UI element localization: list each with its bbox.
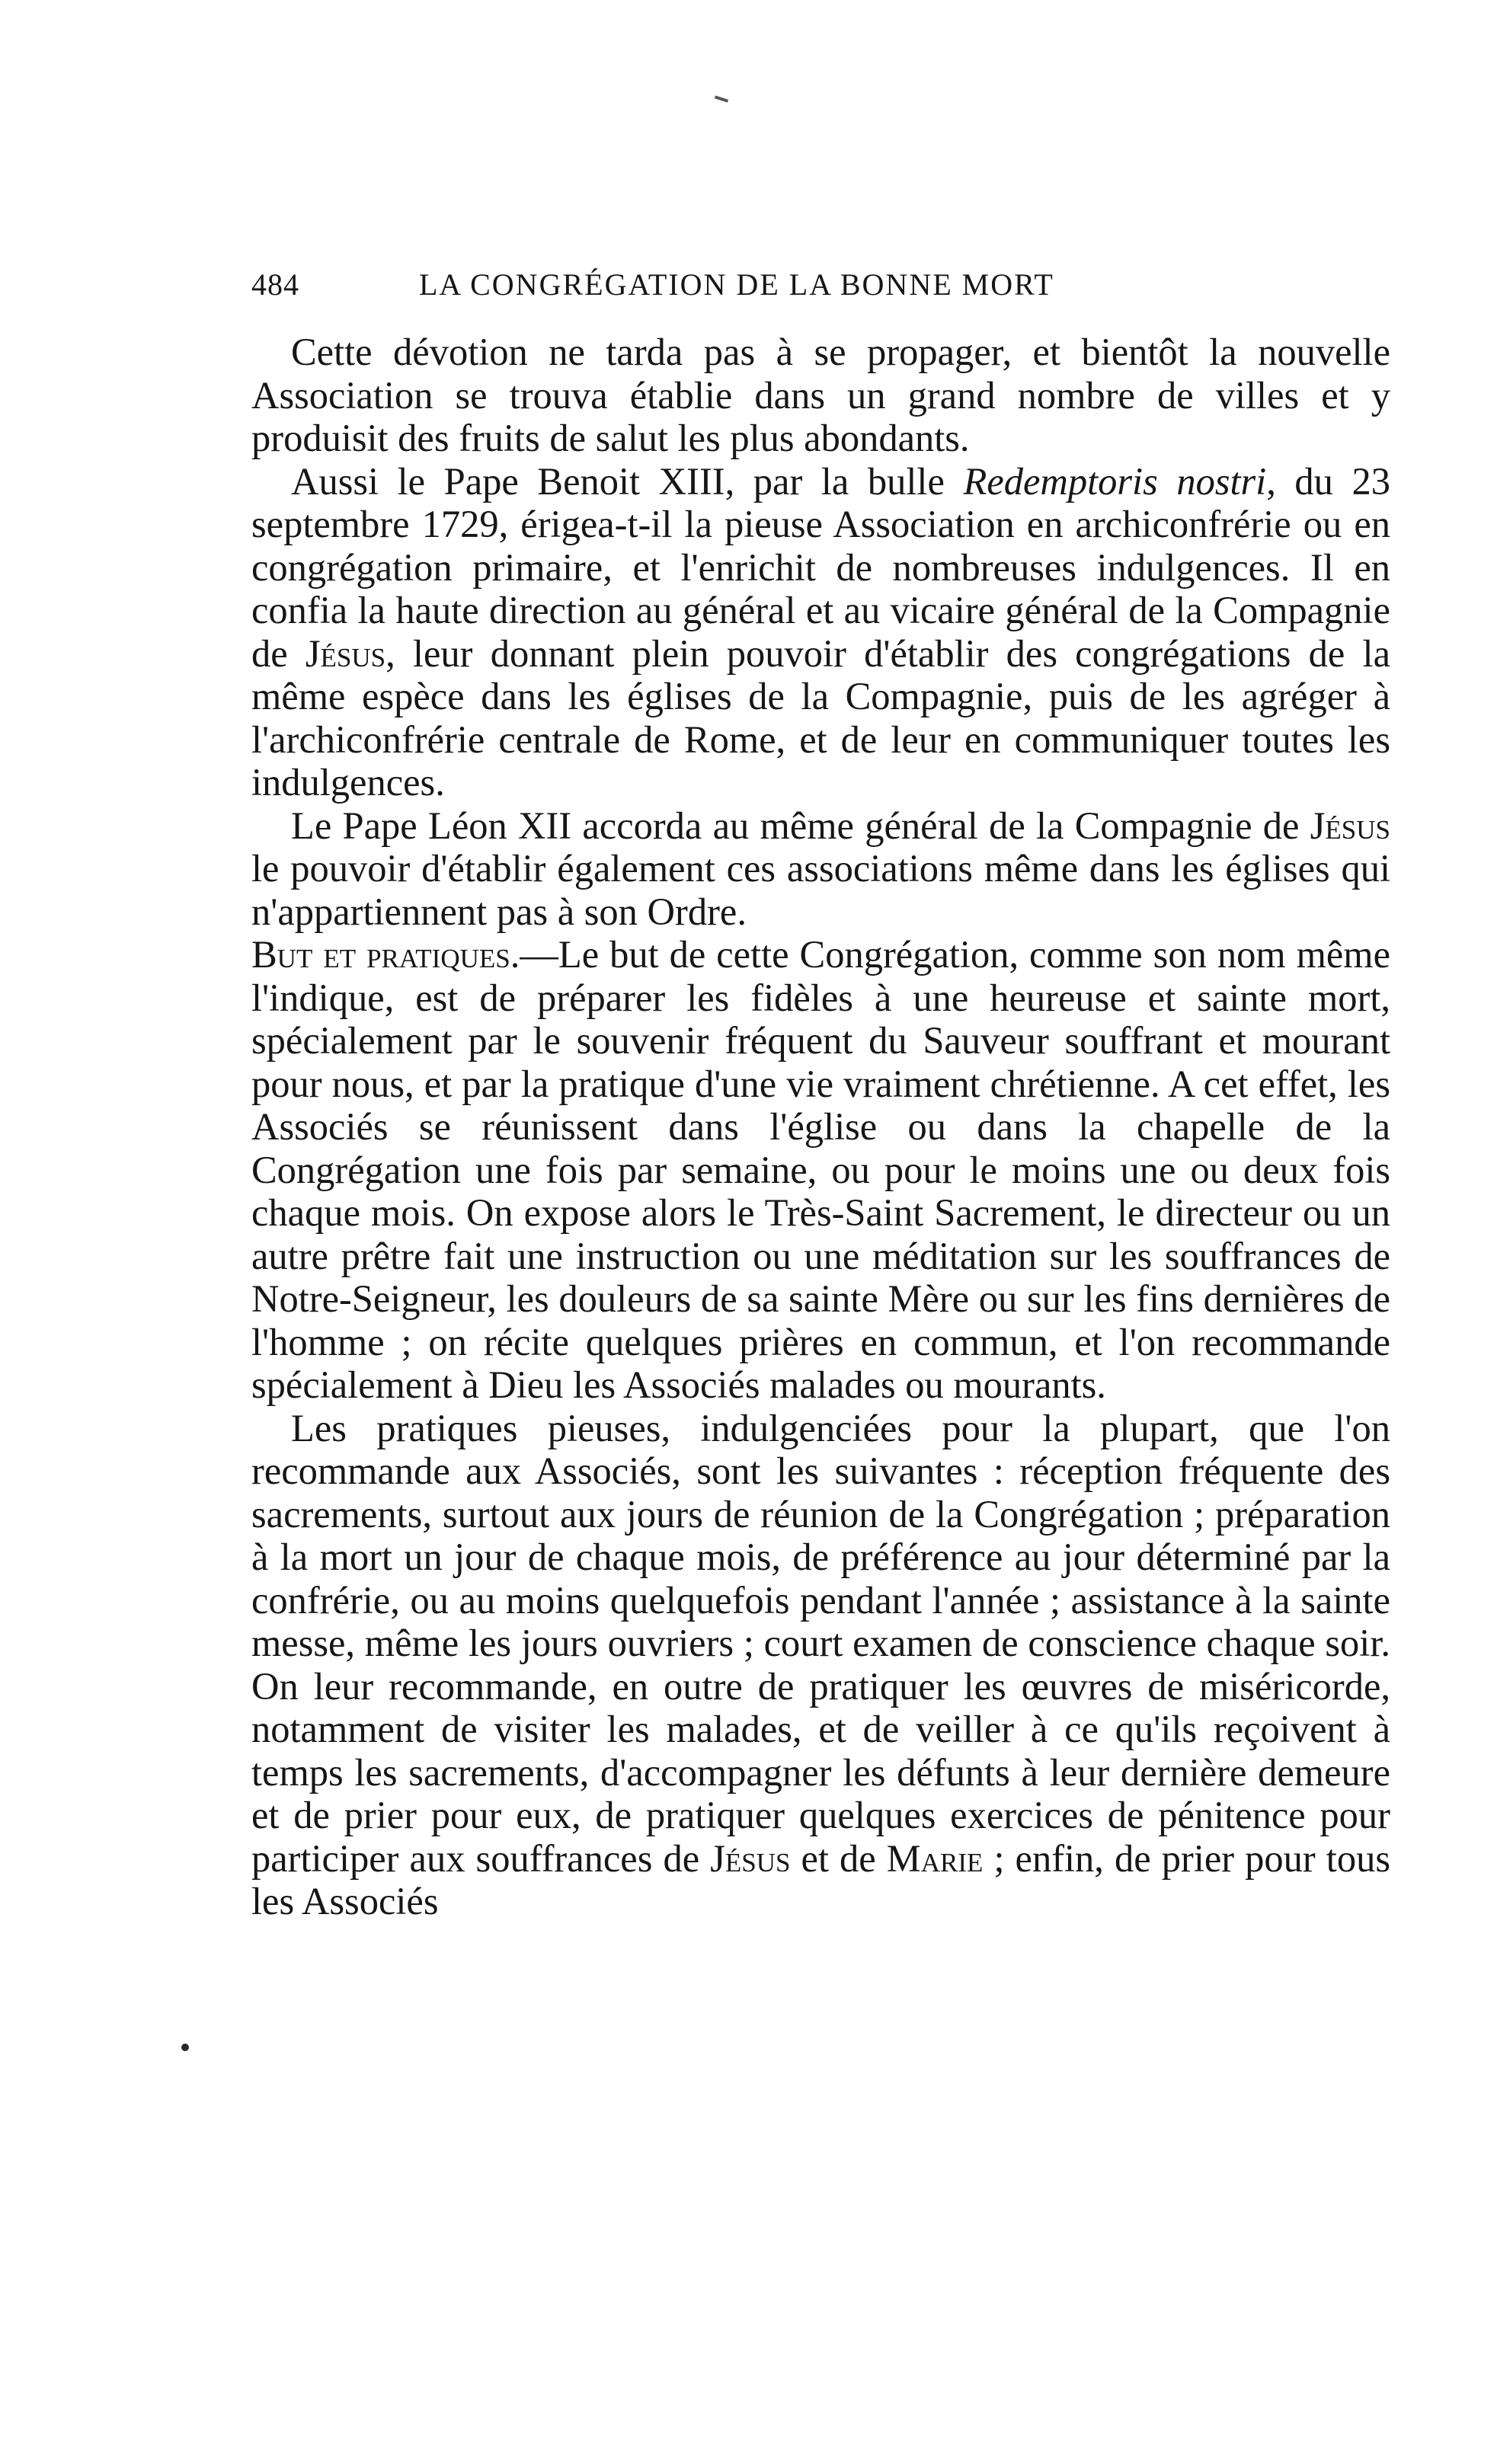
name-jesus: Jésus — [305, 631, 386, 675]
book-page — [251, 267, 1390, 1923]
paragraph-2-before: Aussi le Pape Benoit XIII, par la bulle — [291, 459, 964, 503]
paragraph-3 — [251, 804, 1390, 934]
paragraph-5 — [251, 1407, 1390, 1923]
paragraph-1 — [251, 331, 1390, 460]
scan-artifact — [715, 95, 728, 102]
page-number: 484 — [251, 267, 299, 302]
paragraph-5-after: ; enfin, de prier pour tous les Associés — [251, 1836, 1390, 1922]
page-header — [251, 267, 1390, 303]
paragraph-4 — [251, 933, 1390, 1407]
paragraph-2-after: , leur donnant plein pouvoir d'établir des congrégations de la même espèce dans les églises de la Compagnie, puis de les agréger à l'archiconfrérie centrale de Rome, et de leur en communiquer toutes les indulgences. — [251, 631, 1390, 804]
name-jesus: Jésus — [1310, 804, 1390, 847]
paragraph-2-middle: , du 23 septembre 1729, érigea-t-il la pieuse Association en archiconfrérie ou en congrégation primaire, et l'enrichit de nombreuses indulgences. Il en confia la haute direction au général et au vicaire général de la Compagnie de — [251, 459, 1390, 675]
bull-title: Redemptoris nostri — [963, 459, 1267, 503]
paragraph-5-middle: et de — [790, 1836, 887, 1880]
body-text — [251, 331, 1390, 1923]
paragraph-4-text: .—Le but de cette Congrégation, comme son nom même l'indique, est de préparer les fidèles à une heureuse et sainte mort, spécialement par le souvenir fréquent du Sauveur souffrant et mourant pour nous, et par la pratique d'une vie vraiment chrétienne. A cet effet, les Associés se réunissent dans l'église ou dans la chapelle de la Congrégation une fois par semaine, ou pour le moins une ou deux fois chaque mois. On expose alors le Très-Saint Sacrement, le directeur ou un autre prêtre fait une instruction ou une méditation sur les souffrances de Notre-Seigneur, les douleurs de sa sainte Mère ou sur les fins dernières de l'homme ; on récite quelques prières en commun, et l'on recommande spécialement à Dieu les Associés malades ou mourants. — [251, 933, 1390, 1406]
paragraph-1-text: Cette dévotion ne tarda pas à se propager, et bientôt la nouvelle Association se trouva établie dans un grand nombre de villes et y produisit des fruits de salut les plus abondants. — [251, 331, 1390, 459]
paragraph-2 — [251, 460, 1390, 804]
name-marie: Marie — [886, 1836, 984, 1880]
running-title: LA CONGRÉGATION DE LA BONNE MORT — [419, 267, 1054, 302]
paragraph-3-after: le pouvoir d'établir également ces associations même dans les églises qui n'appartiennent pas à son Ordre. — [251, 847, 1390, 933]
margin-dot — [181, 2044, 189, 2051]
paragraph-3-before: Le Pape Léon XII accorda au même général de la Compagnie de — [291, 804, 1310, 847]
paragraph-5-text: Les pratiques pieuses, indulgenciées pour la plupart, que l'on recommande aux Associés, sont les suivantes : réception fréquente des sacrements, surtout aux jours de réunion de la Congrégation ; préparation à la mort un jour de chaque mois, de préférence au jour déterminé par la confrérie, ou au moins quelquefois pendant l'année ; assistance à la sainte messe, même les jours ouvriers ; court examen de conscience chaque soir. On leur recommande, en outre de pratiquer les œuvres de miséricorde, notamment de visiter les malades, et de veiller à ce qu'ils reçoivent à temps les sacrements, d'accompagner les défunts à leur dernière demeure et de prier pour eux, de pratiquer quelques exercices de pénitence pour participer aux souffrances de — [251, 1406, 1390, 1880]
name-jesus: Jésus — [710, 1836, 791, 1880]
section-heading: But et pratiques — [251, 933, 510, 976]
